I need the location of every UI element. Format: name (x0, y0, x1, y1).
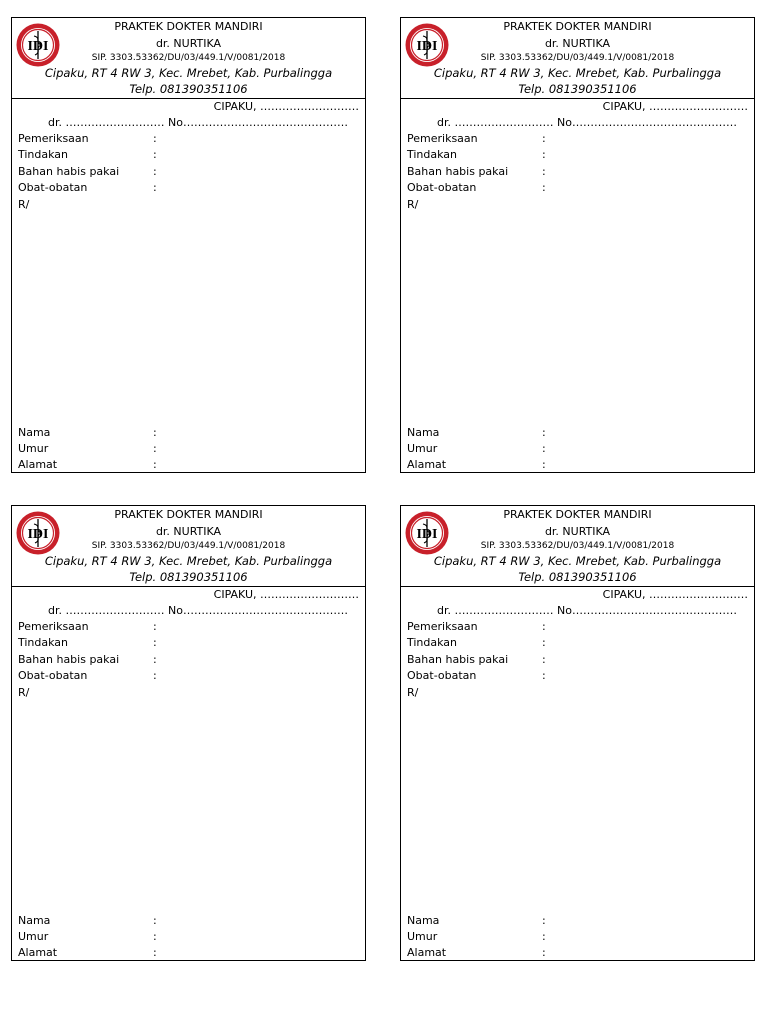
field-colon: : (153, 669, 157, 682)
field-colon: : (542, 946, 546, 959)
field-label-tindakan: Tindakan (18, 148, 69, 161)
practice-address: Cipaku, RT 4 RW 3, Kec. Mrebet, Kab. Purbalingga (44, 66, 333, 80)
prescription-card (400, 17, 755, 473)
doctor-name: dr. NURTIKA (544, 525, 611, 538)
field-label-obat-obatan: Obat-obatan (407, 181, 477, 194)
field-label-bahan-habis-pakai: Bahan habis pakai (18, 653, 120, 666)
date-line: CIPAKU, ……………………… (602, 100, 748, 113)
practice-address: Cipaku, RT 4 RW 3, Kec. Mrebet, Kab. Purbalingga (433, 554, 722, 568)
svg-text:IDI: IDI (416, 39, 438, 54)
card-header (12, 506, 365, 587)
field-colon: : (542, 426, 546, 439)
field-colon: : (153, 636, 157, 649)
license-number: SIP. 3303.53362/DU/03/449.1/V/0081/2018 (91, 541, 286, 551)
card-header (12, 18, 365, 99)
practice-address: Cipaku, RT 4 RW 3, Kec. Mrebet, Kab. Purbalingga (433, 66, 722, 80)
field-colon: : (153, 426, 157, 439)
date-line: CIPAKU, ……………………… (602, 588, 748, 601)
field-label-obat-obatan: Obat-obatan (18, 669, 88, 682)
doctor-number-line: dr. ……………………… No……………………………………… (48, 116, 348, 129)
field-colon: : (153, 946, 157, 959)
date-line: CIPAKU, ……………………… (213, 100, 359, 113)
field-label-pemeriksaan: Pemeriksaan (18, 132, 89, 145)
practice-phone: Telp. 081390351106 (129, 82, 248, 96)
license-number: SIP. 3303.53362/DU/03/449.1/V/0081/2018 (480, 53, 675, 63)
field-label-obat-obatan: Obat-obatan (407, 669, 477, 682)
field-colon: : (542, 636, 546, 649)
field-label-alamat: Alamat (18, 946, 58, 959)
field-label-alamat: Alamat (407, 458, 447, 471)
field-label-bahan-habis-pakai: Bahan habis pakai (407, 165, 509, 178)
field-colon: : (153, 148, 157, 161)
field-colon: : (153, 132, 157, 145)
practice-phone: Telp. 081390351106 (518, 570, 637, 584)
doctor-name: dr. NURTIKA (544, 37, 611, 50)
field-colon: : (542, 458, 546, 471)
field-colon: : (542, 914, 546, 927)
field-label-bahan-habis-pakai: Bahan habis pakai (18, 165, 120, 178)
field-colon: : (542, 930, 546, 943)
practice-title: PRAKTEK DOKTER MANDIRI (503, 508, 652, 521)
field-colon: : (153, 653, 157, 666)
field-label-bahan-habis-pakai: Bahan habis pakai (407, 653, 509, 666)
field-label-tindakan: Tindakan (18, 636, 69, 649)
doctor-number-line: dr. ……………………… No……………………………………… (48, 604, 348, 617)
prescription-card (400, 505, 755, 961)
field-colon: : (542, 132, 546, 145)
svg-text:IDI: IDI (416, 527, 438, 542)
svg-text:IDI: IDI (27, 39, 49, 54)
field-label-alamat: Alamat (18, 458, 58, 471)
practice-phone: Telp. 081390351106 (518, 82, 637, 96)
card-header (401, 506, 754, 587)
doctor-name: dr. NURTIKA (155, 37, 222, 50)
field-colon: : (153, 442, 157, 455)
practice-phone: Telp. 081390351106 (129, 570, 248, 584)
field-colon: : (153, 930, 157, 943)
field-colon: : (542, 653, 546, 666)
field-label-alamat: Alamat (407, 946, 447, 959)
rx-symbol: R/ (18, 686, 30, 699)
field-label-nama: Nama (18, 426, 51, 439)
field-label-umur: Umur (407, 442, 438, 455)
field-colon: : (153, 458, 157, 471)
practice-title: PRAKTEK DOKTER MANDIRI (114, 508, 263, 521)
field-colon: : (542, 442, 546, 455)
field-colon: : (153, 620, 157, 633)
practice-title: PRAKTEK DOKTER MANDIRI (503, 20, 652, 33)
doctor-number-line: dr. ……………………… No……………………………………… (437, 604, 737, 617)
field-colon: : (542, 669, 546, 682)
field-colon: : (153, 165, 157, 178)
field-label-tindakan: Tindakan (407, 148, 458, 161)
field-label-obat-obatan: Obat-obatan (18, 181, 88, 194)
field-label-umur: Umur (18, 442, 49, 455)
field-label-nama: Nama (407, 914, 440, 927)
field-label-pemeriksaan: Pemeriksaan (407, 620, 478, 633)
practice-address: Cipaku, RT 4 RW 3, Kec. Mrebet, Kab. Purbalingga (44, 554, 333, 568)
field-colon: : (153, 181, 157, 194)
doctor-number-line: dr. ……………………… No……………………………………… (437, 116, 737, 129)
rx-symbol: R/ (407, 198, 419, 211)
practice-title: PRAKTEK DOKTER MANDIRI (114, 20, 263, 33)
field-colon: : (542, 620, 546, 633)
license-number: SIP. 3303.53362/DU/03/449.1/V/0081/2018 (91, 53, 286, 63)
field-colon: : (542, 165, 546, 178)
rx-symbol: R/ (18, 198, 30, 211)
field-label-umur: Umur (407, 930, 438, 943)
field-colon: : (153, 914, 157, 927)
svg-text:IDI: IDI (27, 527, 49, 542)
field-label-umur: Umur (18, 930, 49, 943)
field-colon: : (542, 181, 546, 194)
field-label-nama: Nama (407, 426, 440, 439)
field-label-pemeriksaan: Pemeriksaan (18, 620, 89, 633)
field-label-tindakan: Tindakan (407, 636, 458, 649)
field-label-nama: Nama (18, 914, 51, 927)
card-header (401, 18, 754, 99)
prescription-card (11, 505, 366, 961)
field-label-pemeriksaan: Pemeriksaan (407, 132, 478, 145)
license-number: SIP. 3303.53362/DU/03/449.1/V/0081/2018 (480, 541, 675, 551)
prescription-card (11, 17, 366, 473)
rx-symbol: R/ (407, 686, 419, 699)
doctor-name: dr. NURTIKA (155, 525, 222, 538)
date-line: CIPAKU, ……………………… (213, 588, 359, 601)
field-colon: : (542, 148, 546, 161)
